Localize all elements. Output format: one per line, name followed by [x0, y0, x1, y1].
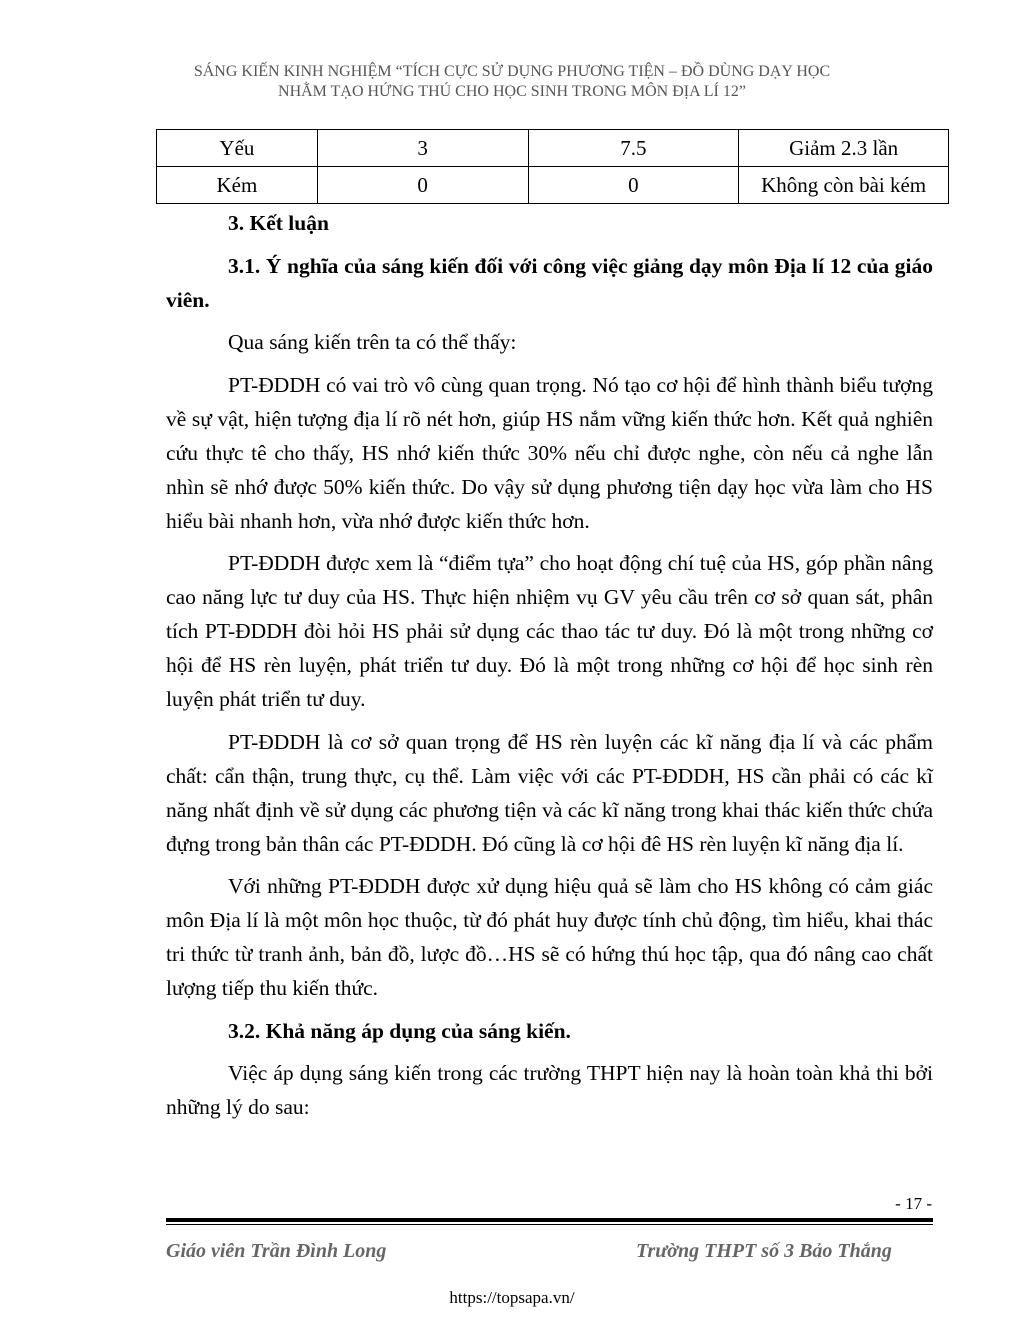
page-number: - 17 - — [895, 1194, 932, 1213]
table-cell: 0 — [528, 167, 739, 204]
header-line-1: SÁNG KIẾN KINH NGHIỆM “TÍCH CỰC SỬ DỤNG PHƯƠNG TIỆN – ĐỒ DÙNG DẠY HỌC — [193, 63, 831, 80]
paragraph: Qua sáng kiến trên ta có thể thấy: — [228, 330, 517, 354]
subsection-heading: 3.2. Khả năng áp dụng của sáng kiến. — [228, 1018, 571, 1043]
document-body — [166, 206, 933, 1133]
subsection-heading: 3.1. Ý nghĩa của sáng kiến đối với công việc giảng dạy môn Địa lí 12 của giáo viên. — [166, 253, 933, 312]
paragraph: Việc áp dụng sáng kiến trong các trường THPT hiện nay là hoàn toàn khả thi bởi những lý do sau: — [166, 1061, 933, 1119]
result-table — [156, 129, 949, 204]
table-cell: 7.5 — [528, 130, 739, 167]
table-cell: 3 — [317, 130, 528, 167]
table-row — [157, 167, 949, 204]
table-cell: 0 — [317, 167, 528, 204]
table-cell: Yếu — [157, 130, 318, 167]
paragraph: PT-ĐDDH là cơ sở quan trọng để HS rèn luyện các kĩ năng địa lí và các phẩm chất: cẩn thận, trung thực, cụ thể. Làm việc với các PT-ĐDDH, HS cần phải có các kĩ năng nhất định về sử dụng các phương tiện và các kĩ năng trong khai thác kiến thức chứa đựng trong bản thân các PT-ĐDDH. Đó cũng là cơ hội đê HS rèn luyện kĩ năng địa lí. — [166, 729, 933, 856]
page-header — [0, 62, 1024, 102]
footer-rule-thin — [166, 1224, 933, 1225]
table-cell: Không còn bài kém — [739, 167, 949, 204]
footer-rule — [166, 1218, 933, 1222]
table-cell: Kém — [157, 167, 318, 204]
paragraph: PT-ĐDDH có vai trò vô cùng quan trọng. Nó tạo cơ hội để hình thành biểu tượng về sự vật, hiện tượng địa lí rõ nét hơn, giúp HS nắm vững kiến thức hơn. Kết quả nghiên cứu thực tê cho thấy, HS nhớ kiến thức 30% nếu chỉ được nghe, còn nếu cả nghe lẫn nhìn sẽ nhớ được 50% kiến thức. Do vậy sử dụng phương tiện dạy học vừa làm cho HS hiểu bài nhanh hơn, vừa nhớ được kiến thức hơn. — [166, 372, 933, 533]
table-row — [157, 130, 949, 167]
footer-school: Trường THPT số 3 Bảo Thắng — [636, 1240, 892, 1262]
paragraph: PT-ĐDDH được xem là “điểm tựa” cho hoạt động chí tuệ của HS, góp phần nâng cao năng lực tư duy của HS. Thực hiện nhiệm vụ GV yêu cầu trên cơ sở quan sát, phân tích PT-ĐDDH đòi hỏi HS phải sử dụng các thao tác tư duy. Đó là một trong những cơ hội để HS rèn luyện, phát triển tư duy. Đó là một trong những cơ hội để học sinh rèn luyện phát triển tư duy. — [166, 551, 933, 711]
paragraph: Với những PT-ĐDDH được xử dụng hiệu quả sẽ làm cho HS không có cảm giác môn Địa lí là một môn học thuộc, từ đó phát huy được tính chủ động, tìm hiểu, khai thác tri thức từ tranh ảnh, bản đồ, lược đồ…HS sẽ có hứng thú học tập, qua đó nâng cao chất lượng tiếp thu kiến thức. — [166, 874, 933, 1000]
source-url[interactable]: https://topsapa.vn/ — [449, 1288, 575, 1307]
footer-teacher: Giáo viên Trần Đình Long — [166, 1240, 387, 1262]
table-cell: Giảm 2.3 lần — [739, 130, 949, 167]
header-line-2: NHẰM TẠO HỨNG THÚ CHO HỌC SINH TRONG MÔN ĐỊA LÍ 12” — [278, 83, 746, 100]
section-heading: 3. Kết luận — [228, 211, 329, 235]
